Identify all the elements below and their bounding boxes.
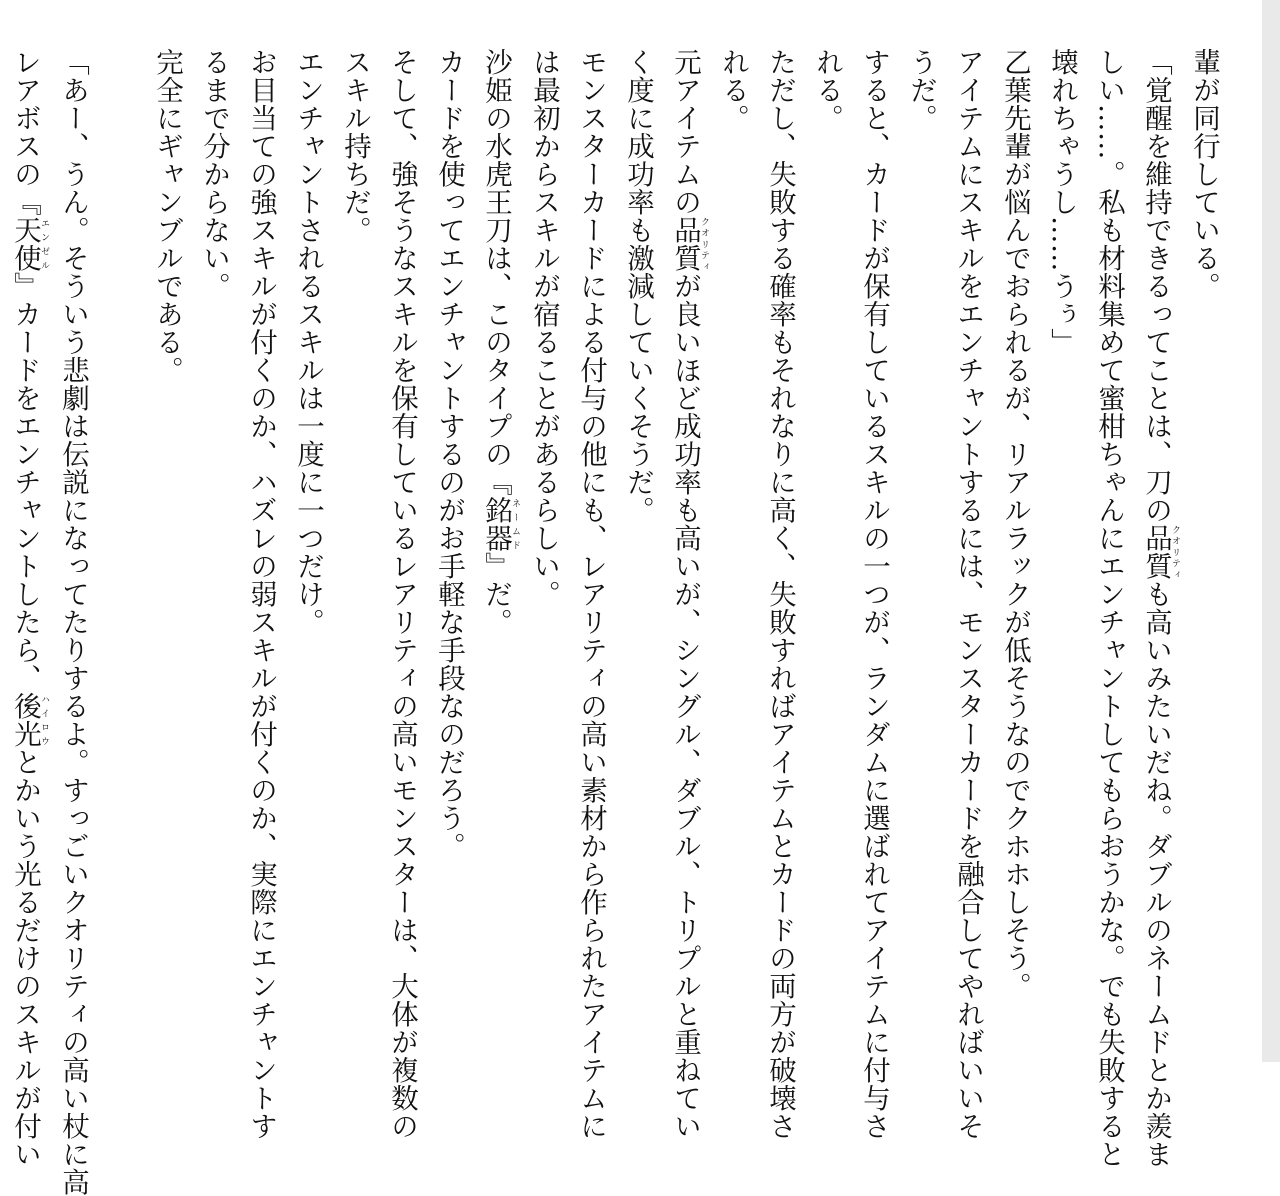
- ruby-annotated-word: 品質クオリティ: [1140, 524, 1180, 580]
- page-edge-bar: [1262, 0, 1280, 1062]
- text-line: 沙姫の水虎王刀は、このタイプの『銘器ネームド』だ。: [480, 48, 520, 636]
- text-line: 乙葉先輩が悩んでおられるが、リアルラックが低そうなのでクホホしそう。: [999, 48, 1031, 1000]
- text-line: エンチャントされるスキルは一度に一つだけ。: [292, 48, 324, 636]
- text-line: 完全にギャンブルである。: [151, 48, 183, 384]
- ruby-annotated-word: 品質クオリティ: [669, 216, 709, 272]
- text-line: お目当ての強スキルが付くのか、ハズレの弱スキルが付くのか、実際にエンチャントす: [245, 48, 277, 1140]
- blank-line: [96, 48, 143, 1028]
- text-line: れる。: [717, 48, 749, 132]
- text-line: アイテムにスキルをエンチャントするには、モンスターカードを融合してやればいいそ: [952, 48, 984, 1140]
- text-line: は最初からスキルが宿ることがあるらしい。: [528, 48, 560, 608]
- text-line: レアボスの『天使エンゼル』カードをエンチャントしたら、後光ハイロウとかいう光るだけのスキルが付い: [9, 48, 49, 1168]
- text-line: 「あー、うん。そういう悲劇は伝説になってたりするよ。すっごいクオリティの高い杖に高: [57, 48, 89, 1196]
- vertical-text-page: [9, 48, 1227, 1196]
- text-line: るまで分からない。: [198, 48, 230, 300]
- text-line: うだ。: [905, 48, 937, 132]
- text-line: スキル持ちだ。: [339, 48, 371, 244]
- ruby-annotated-word: 銘器ネームド: [480, 496, 520, 552]
- text-line: すると、カードが保有しているスキルの一つが、ランダムに選ばれてアイテムに付与さ: [858, 48, 890, 1140]
- text-line: れる。: [811, 48, 843, 132]
- text-line: そして、強そうなスキルを保有しているレアリティの高いモンスターは、大体が複数の: [386, 48, 418, 1140]
- text-line: カードを使ってエンチャントするのがお手軽な手段なのだろう。: [433, 48, 465, 860]
- text-line: 「覚醒を維持できるってことは、刀の品質クオリティも高いみたいだね。ダブルのネームドとか羨ま: [1140, 48, 1180, 1168]
- ruby-annotated-word: 後光ハイロウ: [9, 692, 49, 748]
- text-line: く度に成功率も激減していくそうだ。: [622, 48, 654, 524]
- text-line: ただし、失敗する確率もそれなりに高く、失敗すればアイテムとカードの両方が破壊さ: [764, 48, 796, 1140]
- text-line: 輩が同行している。: [1188, 48, 1220, 300]
- ruby-annotated-word: 天使エンゼル: [9, 216, 49, 272]
- text-line: 元アイテムの品質クオリティが良いほど成功率も高いが、シングル、ダブル、トリプルと重ねてい: [669, 48, 709, 1140]
- text-line: 壊れちゃうし……うぅ」: [1046, 48, 1078, 356]
- text-line: モンスターカードによる付与の他にも、レアリティの高い素材から作られたアイテムに: [575, 48, 607, 1140]
- text-line: しい……。私も材料集めて蜜柑ちゃんにエンチャントしてもらおうかな。でも失敗すると: [1093, 48, 1125, 1168]
